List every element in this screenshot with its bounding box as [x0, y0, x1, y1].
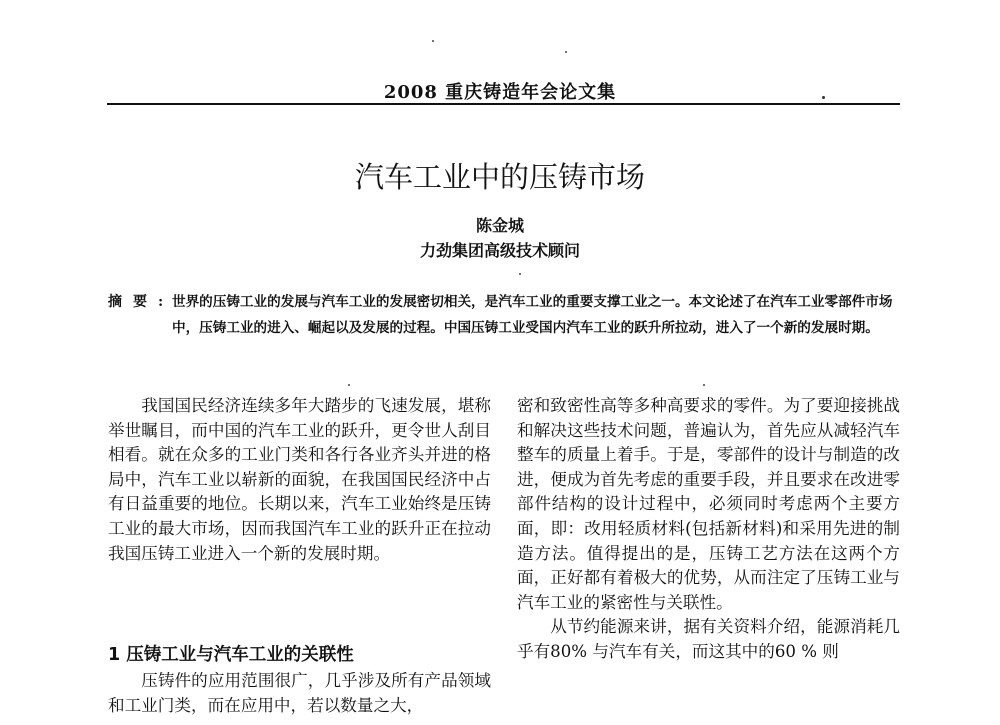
- scan-speck: [348, 384, 350, 386]
- article-title: 汽车工业中的压铸市场: [354, 160, 645, 194]
- running-head: 2008 重庆铸造年会论文集: [383, 82, 617, 103]
- scan-speck: [822, 96, 825, 99]
- header-rule: [107, 103, 900, 105]
- right-column: [517, 394, 900, 665]
- abstract-text: 世界的压铸工业的发展与汽车工业的发展密切相关，是汽车工业的重要支撑工业之一。本文论述了在汽车工业零部件市场中，压铸工业的进入、崛起以及发展的过程。中国压铸工业受国内汽车工业的跃升所拉动，进入了一个新的发展时期。: [172, 294, 893, 336]
- left-column-continued: [108, 669, 491, 718]
- author-name: 陈金城: [475, 216, 524, 235]
- scan-speck: [565, 51, 567, 53]
- section-heading: 1 压铸工业与汽车工业的关联性: [108, 645, 354, 665]
- scan-speck: [703, 384, 705, 386]
- abstract-label: 摘要:: [108, 294, 175, 310]
- body-paragraph: 我国国民经济连续多年大踏步的飞速发展，堪称举世瞩目，而中国的汽车工业的跃升，更令世人刮目相看。就在众多的工业门类和各行各业齐头并进的格局中，汽车工业以崭新的面貌，在我国国民经济中占有日益重要的地位。长期以来，汽车工业始终是压铸工业的最大市场，因而我国汽车工业的跃升正在拉动我国压铸工业进入一个新的发展时期。: [108, 396, 491, 563]
- left-column: [108, 394, 491, 566]
- scan-speck: [432, 40, 434, 42]
- scan-speck: [519, 273, 521, 275]
- body-paragraph: 压铸件的应用范围很广，几乎涉及所有产品领域和工业门类，而在应用中，若以数量之大，: [108, 671, 491, 715]
- author-affiliation: 力劲集团高级技术顾问: [419, 241, 580, 260]
- body-paragraph: 密和致密性高等多种高要求的零件。为了要迎接挑战和解决这些技术问题，普遍认为，首先应从减轻汽车整车的质量上着手。于是，零部件的设计与制造的改进，便成为首先考虑的重要手段，并且要求在改进零部件结构的设计过程中，必须同时考虑两个主要方面，即：改用轻质材料(包括新材料)和采用先进的制造方法。值得提出的是，压铸工艺方法在这两个方面，正好都有着极大的优势，从而注定了压铸工业与汽车工业的紧密性与关联性。: [517, 396, 900, 612]
- body-paragraph: 从节约能源来讲，据有关资料介绍，能源消耗几乎有80% 与汽车有关，而这其中的60 % 则: [517, 617, 900, 661]
